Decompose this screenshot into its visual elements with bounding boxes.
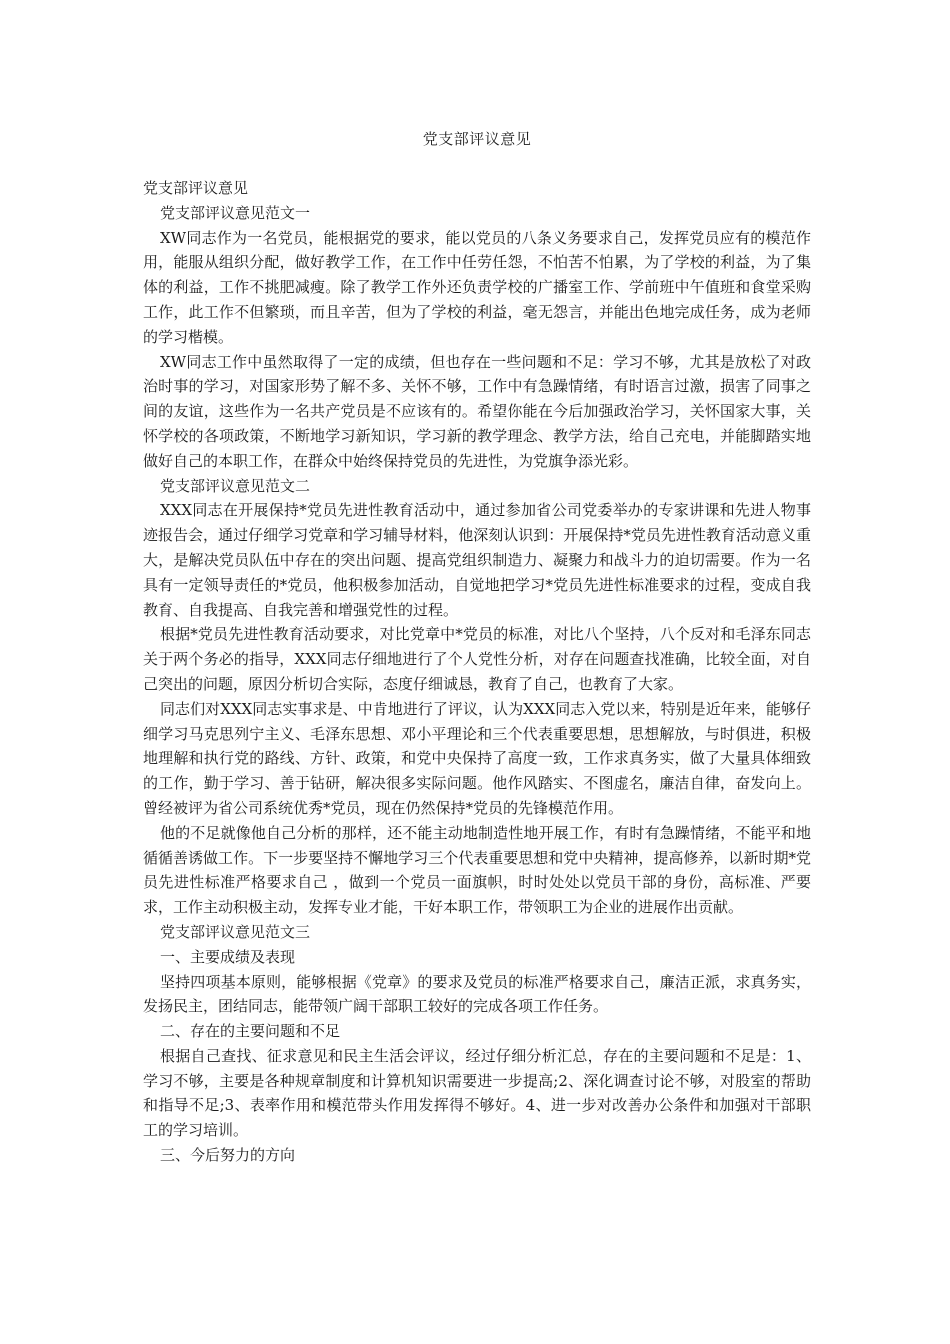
paragraph: 根据自己查找、征求意见和民主生活会评议，经过仔细分析汇总，存在的主要问题和不足是：1、学习不够，主要是各种规章制度和计算机知识需要进一步提高;2、深化调查讨论不够，对股室的帮助和指导不足;3、表率作用和模范带头作用发挥得不够好。4、进一步对改善办公条件和加强对干部职工的学习培训。 [143,1046,811,1140]
paragraph: XW同志工作中虽然取得了一定的成绩，但也存在一些问题和不足：学习不够，尤其是放松了对政治时事的学习，对国家形势了解不多、关怀不够，工作中有急躁情绪，有时语言过激，损害了同事之间的友谊，这些作为一名共产党员是不应该有的。希望你能在今后加强政治学习，关怀国家大事，关怀学校的各项政策，不断地学习新知识，学习新的教学理念、教学方法，给自己充电，并能脚踏实地做好自己的本职工作，在群众中始终保持党员的先进性，为党旗争添光彩。 [143,352,811,470]
paragraph: XW同志作为一名党员，能根据党的要求，能以党员的八条义务要求自己，发挥党员应有的模范作用，能服从组织分配，做好教学工作，在工作中任劳任怨，不怕苦不怕累，为了学校的利益，为了集体的利益，工作不挑肥减瘦。除了教学工作外还负责学校的广播室工作、学前班中午值班和食堂采购工作，此工作不但繁琐，而且辛苦，但为了学校的利益，毫无怨言，并能出色地完成任务，成为老师的学习楷模。 [143,228,811,346]
subsection-heading: 二、存在的主要问题和不足 [160,1022,341,1041]
paragraph: 他的不足就像他自己分析的那样，还不能主动地制造性地开展工作，有时有急躁情绪，不能平和地循循善诱做工作。下一步要坚持不懈地学习三个代表重要思想和党中央精神，提高修养，以新时期*党员先进性标准严格要求自己 ，做到一个党员一面旗帜，时时处处以党员干部的身份，高标准、严要求，工作主动积极主动，发挥专业才能，干好本职工作，带领职工为企业的进展作出贡献。 [143,823,811,917]
paragraph: 同志们对XXX同志实事求是、中肯地进行了评议，认为XXX同志入党以来，特别是近年来，能够仔细学习马克思列宁主义、毛泽东思想、邓小平理论和三个代表重要思想，思想解放，与时俱进，积极地理解和执行党的路线、方针、政策，和党中央保持了高度一致，工作求真务实，做了大量具体细致的工作，勤于学习、善于钻研，解决很多实际问题。他作风踏实、不图虚名，廉洁自律，奋发向上。曾经被评为省公司系统优秀*党员，现在仍然保持*党员的先锋模范作用。 [143,699,811,817]
section-heading: 党支部评议意见范文二 [160,476,311,495]
paragraph: 坚持四项基本原则，能够根据《党章》的要求及党员的标准严格要求自己，廉洁正派，求真务实，发扬民主，团结同志，能带领广阔干部职工较好的完成各项工作任务。 [143,972,811,1016]
document-title: 党支部评议意见 [422,130,532,148]
section-heading: 党支部评议意见范文三 [160,922,311,941]
section-heading: 党支部评议意见范文一 [160,203,311,222]
subsection-heading: 三、今后努力的方向 [160,1146,296,1165]
paragraph: 党支部评议意见 [143,179,249,197]
subsection-heading: 一、主要成绩及表现 [160,947,296,966]
document-body [143,176,811,1168]
paragraph: XXX同志在开展保持*党员先进性教育活动中，通过参加省公司党委举办的专家讲课和先进人物事迹报告会，通过仔细学习党章和学习辅导材料，他深刻认识到：开展保持*党员先进性教育活动意义重大，是解决党员队伍中存在的突出问题、提高党组织制造力、凝聚力和战斗力的迫切需要。作为一名具有一定领导责任的*党员，他积极参加活动，自觉地把学习*党员先进性标准要求的过程，变成自我教育、自我提高、自我完善和增强党性的过程。 [143,501,811,619]
paragraph: 根据*党员先进性教育活动要求，对比党章中*党员的标准，对比八个坚持，八个反对和毛泽东同志关于两个务必的指导，XXX同志仔细地进行了个人党性分析，对存在问题查找准确，比较全面，对自己突出的问题，原因分析切合实际，态度仔细诚恳，教育了自己，也教育了大家。 [143,625,811,693]
